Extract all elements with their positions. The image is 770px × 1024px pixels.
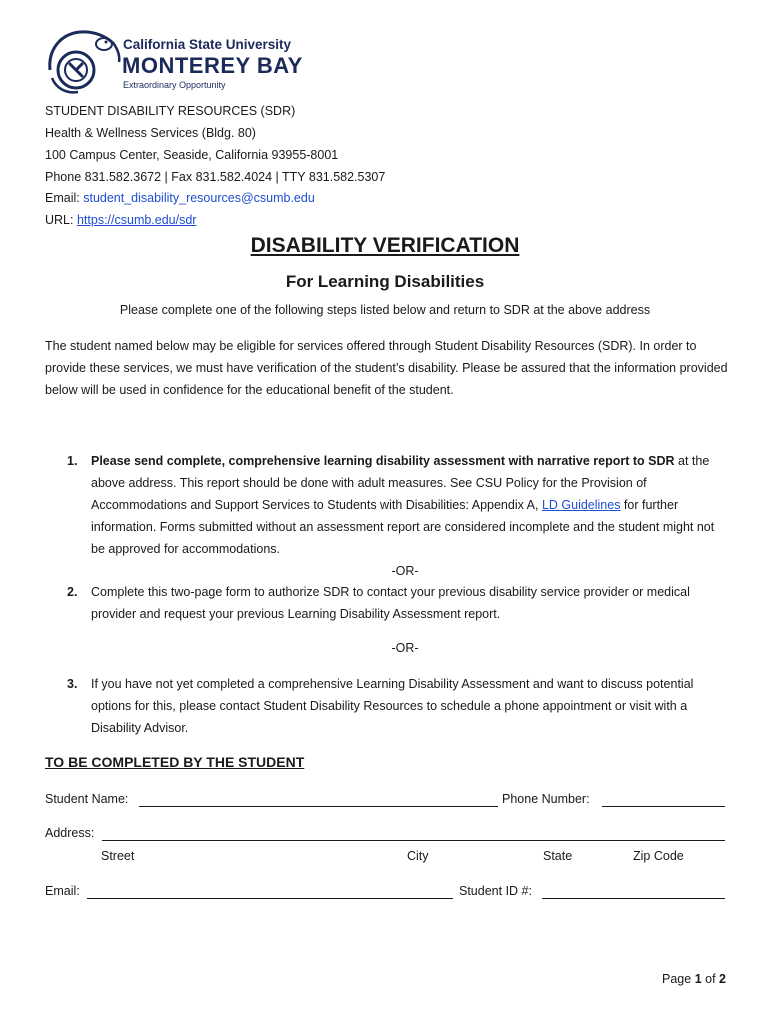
email-field[interactable] — [87, 898, 453, 899]
step-3-text: If you have not yet completed a comprehensive Learning Disability Assessment and want to discuss potential options for this, please contact Student Disability Resources to schedule a phone appointment or visit with a Disability Advisor. — [91, 677, 694, 735]
zip-code-label: Zip Code — [633, 849, 684, 863]
email-field-label: Email: — [45, 884, 80, 898]
step-2-number: 2. — [67, 585, 78, 599]
url-label: URL: — [45, 213, 74, 227]
address-label: Address: — [45, 826, 95, 840]
student-name-label: Student Name: — [45, 792, 129, 806]
building-name: Health & Wellness Services (Bldg. 80) — [45, 126, 256, 140]
page-number — [662, 972, 726, 987]
student-id-label: Student ID #: — [459, 884, 532, 898]
page-subtitle: For Learning Disabilities — [285, 272, 485, 291]
step-1-number: 1. — [67, 454, 78, 468]
phone-number-field[interactable] — [602, 806, 725, 807]
logo-tagline: Extraordinary Opportunity — [123, 80, 226, 90]
step-1-text — [91, 450, 731, 560]
office-name: STUDENT DISABILITY RESOURCES (SDR) — [45, 104, 296, 118]
state-label: State — [543, 849, 573, 863]
or-separator-1: -OR- — [391, 564, 419, 578]
address-field[interactable] — [102, 840, 725, 841]
logo-campus: MONTEREY BAY — [122, 53, 303, 78]
email-line — [45, 191, 315, 206]
email-label: Email: — [45, 191, 80, 205]
otter-logo-icon — [44, 26, 124, 96]
student-name-field[interactable] — [139, 806, 498, 807]
office-address: 100 Campus Center, Seaside, California 93955-8001 — [45, 148, 339, 162]
instruction-text: Please complete one of the following steps listed below and return to SDR at the above address — [119, 303, 651, 317]
or-separator-2: -OR- — [391, 641, 419, 655]
step-2-text: Complete this two-page form to authorize SDR to contact your previous disability service provider or medical provider and request your previous Learning Disability Assessment report. — [91, 585, 690, 621]
student-id-field[interactable] — [542, 898, 725, 899]
ld-guidelines-link[interactable]: LD Guidelines — [541, 498, 621, 512]
phone-number-label: Phone Number: — [502, 792, 590, 806]
url-line — [45, 213, 196, 228]
step-1-text-a: at the above address. This report should be done with adult measures. See CSU Policy for the Provision of Accommodations and Support Services to Students with Disabilities: Appendix A, — [91, 454, 710, 512]
page-word: Page — [662, 972, 692, 986]
email-link[interactable]: student_disability_resources@csumb.edu — [83, 191, 315, 205]
logo-university: California State University — [123, 37, 292, 52]
step-3-number: 3. — [67, 677, 78, 691]
page-title: DISABILITY VERIFICATION — [250, 234, 520, 257]
step-1-text-b: for further information. Forms submitted without an assessment report are considered incomplete and the student might not be approved for accommodations. — [91, 498, 715, 556]
page-total: 2 — [719, 972, 726, 986]
url-link[interactable]: https://csumb.edu/sdr — [76, 213, 197, 227]
page-current: 1 — [694, 972, 702, 986]
of-word: of — [705, 972, 716, 986]
phone-fax-tty: Phone 831.582.3672 | Fax 831.582.4024 | TTY 831.582.5307 — [45, 170, 386, 184]
step-1-bold: Please send complete, comprehensive learning disability assessment with narrative report to SDR — [91, 454, 675, 468]
student-section-heading: TO BE COMPLETED BY THE STUDENT — [45, 754, 305, 770]
street-label: Street — [101, 849, 135, 863]
intro-paragraph: The student named below may be eligible for services offered through Student Disability Resources (SDR). In order to provide these services, we must have verification of the student’s disability. Please be assured that the information provided below will be used in confidence for the educational benefit of the student. — [45, 339, 728, 397]
city-label: City — [407, 849, 429, 863]
